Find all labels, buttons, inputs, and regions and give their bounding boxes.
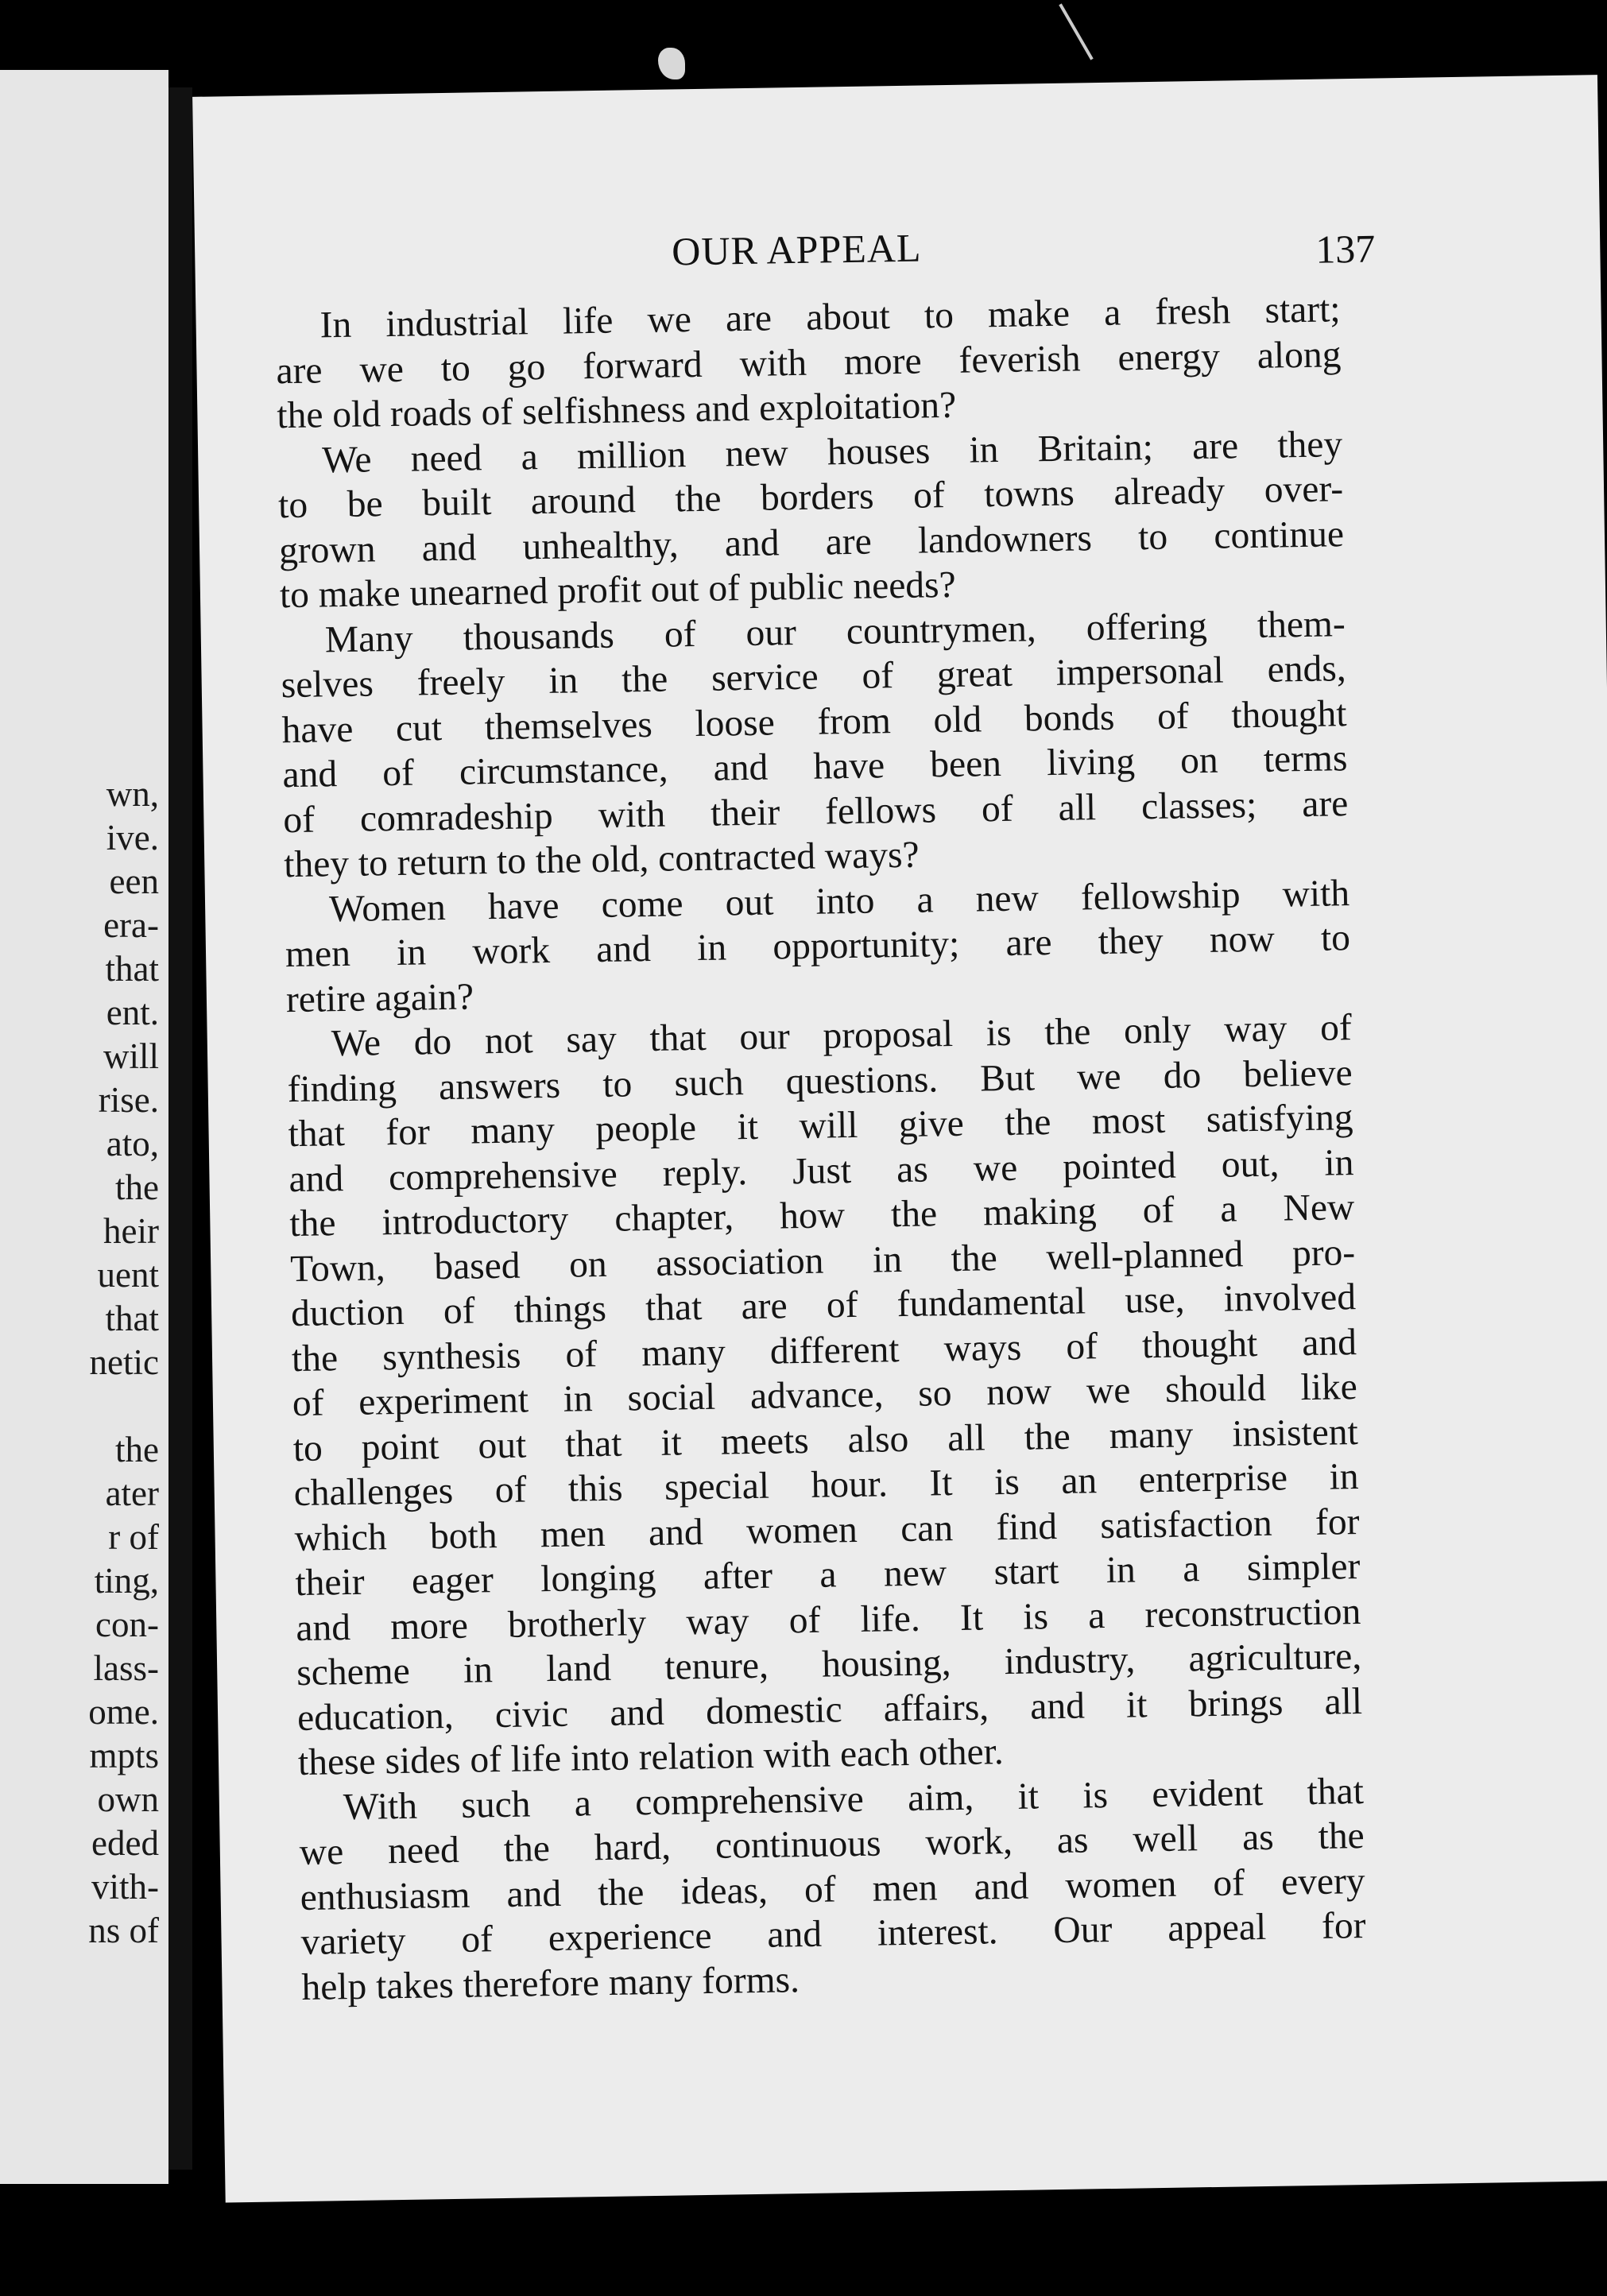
page-137 <box>192 75 1607 2202</box>
running-head: OUR APPEAL <box>671 225 922 274</box>
text-line: We need a million new houses in Britain; are they <box>321 423 1343 481</box>
text-line: the introductory chapter, how the making of a New <box>288 1187 1355 1245</box>
left-page-fragment: mpts <box>89 1736 159 1775</box>
text-line: to point out that it meets also all the many insistent <box>292 1411 1359 1469</box>
left-page-fragment: ent. <box>106 993 159 1032</box>
left-page-fragment: will <box>103 1036 159 1076</box>
page-header <box>195 215 1499 292</box>
left-page-fragment: ome. <box>88 1692 159 1732</box>
left-facing-page <box>0 70 168 2184</box>
text-line: to be built around the borders of towns already over- <box>277 468 1344 527</box>
left-page-fragment: lass- <box>93 1648 159 1688</box>
left-page-fragment: that <box>105 1299 159 1338</box>
left-page-fragment: ive. <box>106 818 159 858</box>
left-page-fragment: rise. <box>98 1080 159 1120</box>
left-page-fragment: r of <box>108 1517 159 1557</box>
text-line: We do not say that our proposal is the only way of <box>331 1007 1353 1065</box>
left-page-fragment: eded <box>91 1823 159 1863</box>
text-line: and more brotherly way of life. It is a reconstruction <box>295 1590 1361 1649</box>
text-line: grown and unhealthy, and are landowners to continue <box>278 513 1345 571</box>
text-line: Women have come out into a new fellowship with <box>328 872 1350 930</box>
text-line: have cut themselves loose from old bonds of thought <box>281 692 1347 751</box>
left-page-line-fragments <box>88 772 159 1953</box>
left-page-fragment: the <box>115 1167 159 1207</box>
text-line: education, civic and domestic affairs, and it brings all <box>296 1680 1363 1739</box>
text-line: are we to go forward with more feverish energy along <box>276 333 1342 392</box>
text-line: help takes therefore many forms. <box>301 1958 800 2008</box>
left-page-fragment: own <box>97 1779 159 1819</box>
text-line: Many thousands of our countrymen, offering them- <box>324 602 1346 660</box>
left-page-fragment: ns of <box>88 1911 159 1950</box>
text-line: finding answers to such questions. But we do believe <box>287 1051 1353 1110</box>
text-line: duction of things that are of fundamental use, involved <box>290 1276 1357 1335</box>
text-line: selves freely in the service of great impersonal ends, <box>281 648 1346 707</box>
page-number: 137 <box>1315 226 1376 272</box>
text-line: scheme in land tenure, housing, industry, agriculture, <box>296 1636 1362 1694</box>
left-page-fragment: wn, <box>106 774 159 814</box>
left-page-fragment: heir <box>103 1211 159 1251</box>
text-line: of comradeship with their fellows of all classes; are <box>283 782 1349 841</box>
left-page-fragment: vith- <box>91 1867 159 1907</box>
left-page-fragment: netic <box>89 1342 159 1382</box>
text-line: their eager longing after a new start in a simpler <box>295 1546 1361 1605</box>
book-gutter <box>168 87 192 2170</box>
text-line: men in work and in opportunity; are they now to <box>285 917 1351 976</box>
left-page-fragment: uent <box>97 1255 159 1295</box>
text-line: With such a comprehensive aim, it is evident that <box>343 1770 1365 1828</box>
text-line: which both men and women can find satisfaction for <box>294 1500 1360 1559</box>
text-line: variety of experience and interest. Our appeal for <box>300 1904 1366 1964</box>
text-line: we need the hard, continuous work, as well as the <box>299 1814 1365 1874</box>
debris-speck <box>658 48 685 79</box>
body-text <box>275 287 1367 2010</box>
left-page-fragment <box>88 1384 159 1428</box>
left-page-fragment: era- <box>103 905 159 945</box>
left-page-fragment: ater <box>105 1473 159 1513</box>
text-line: of experiment in social advance, so now we should like <box>292 1366 1358 1425</box>
left-page-fragment: ato, <box>106 1124 159 1163</box>
text-line: In industrial life we are about to make a fresh start; <box>319 288 1341 347</box>
text-line: and of circumstance, and have been living on terms <box>282 738 1348 796</box>
left-page-fragment: een <box>109 861 159 901</box>
text-line: retire again? <box>285 975 474 1020</box>
text-line: that for many people it will give the most satisfying <box>288 1097 1353 1156</box>
left-page-fragment: con- <box>95 1605 159 1644</box>
scratch-mark <box>1059 3 1093 60</box>
text-line: enthusiasm and the ideas, of men and women of every <box>300 1860 1365 1918</box>
left-page-fragment: the <box>115 1430 159 1469</box>
text-line: they to return to the old, contracted ways? <box>283 834 920 886</box>
text-line: challenges of this special hour. It is an enterprise in <box>293 1456 1359 1515</box>
text-line: to make unearned profit out of public needs? <box>279 563 957 617</box>
left-page-fragment: that <box>105 949 159 989</box>
text-line: the old roads of selfishness and exploitation? <box>277 384 957 437</box>
left-page-fragment: ting, <box>94 1561 159 1601</box>
text-line: Town, based on association in the well-planned pro- <box>289 1231 1356 1290</box>
text-line: these sides of life into relation with each other. <box>297 1731 1005 1784</box>
text-line: and comprehensive reply. Just as we pointed out, in <box>288 1141 1354 1200</box>
text-line: the synthesis of many different ways of thought and <box>291 1321 1357 1380</box>
